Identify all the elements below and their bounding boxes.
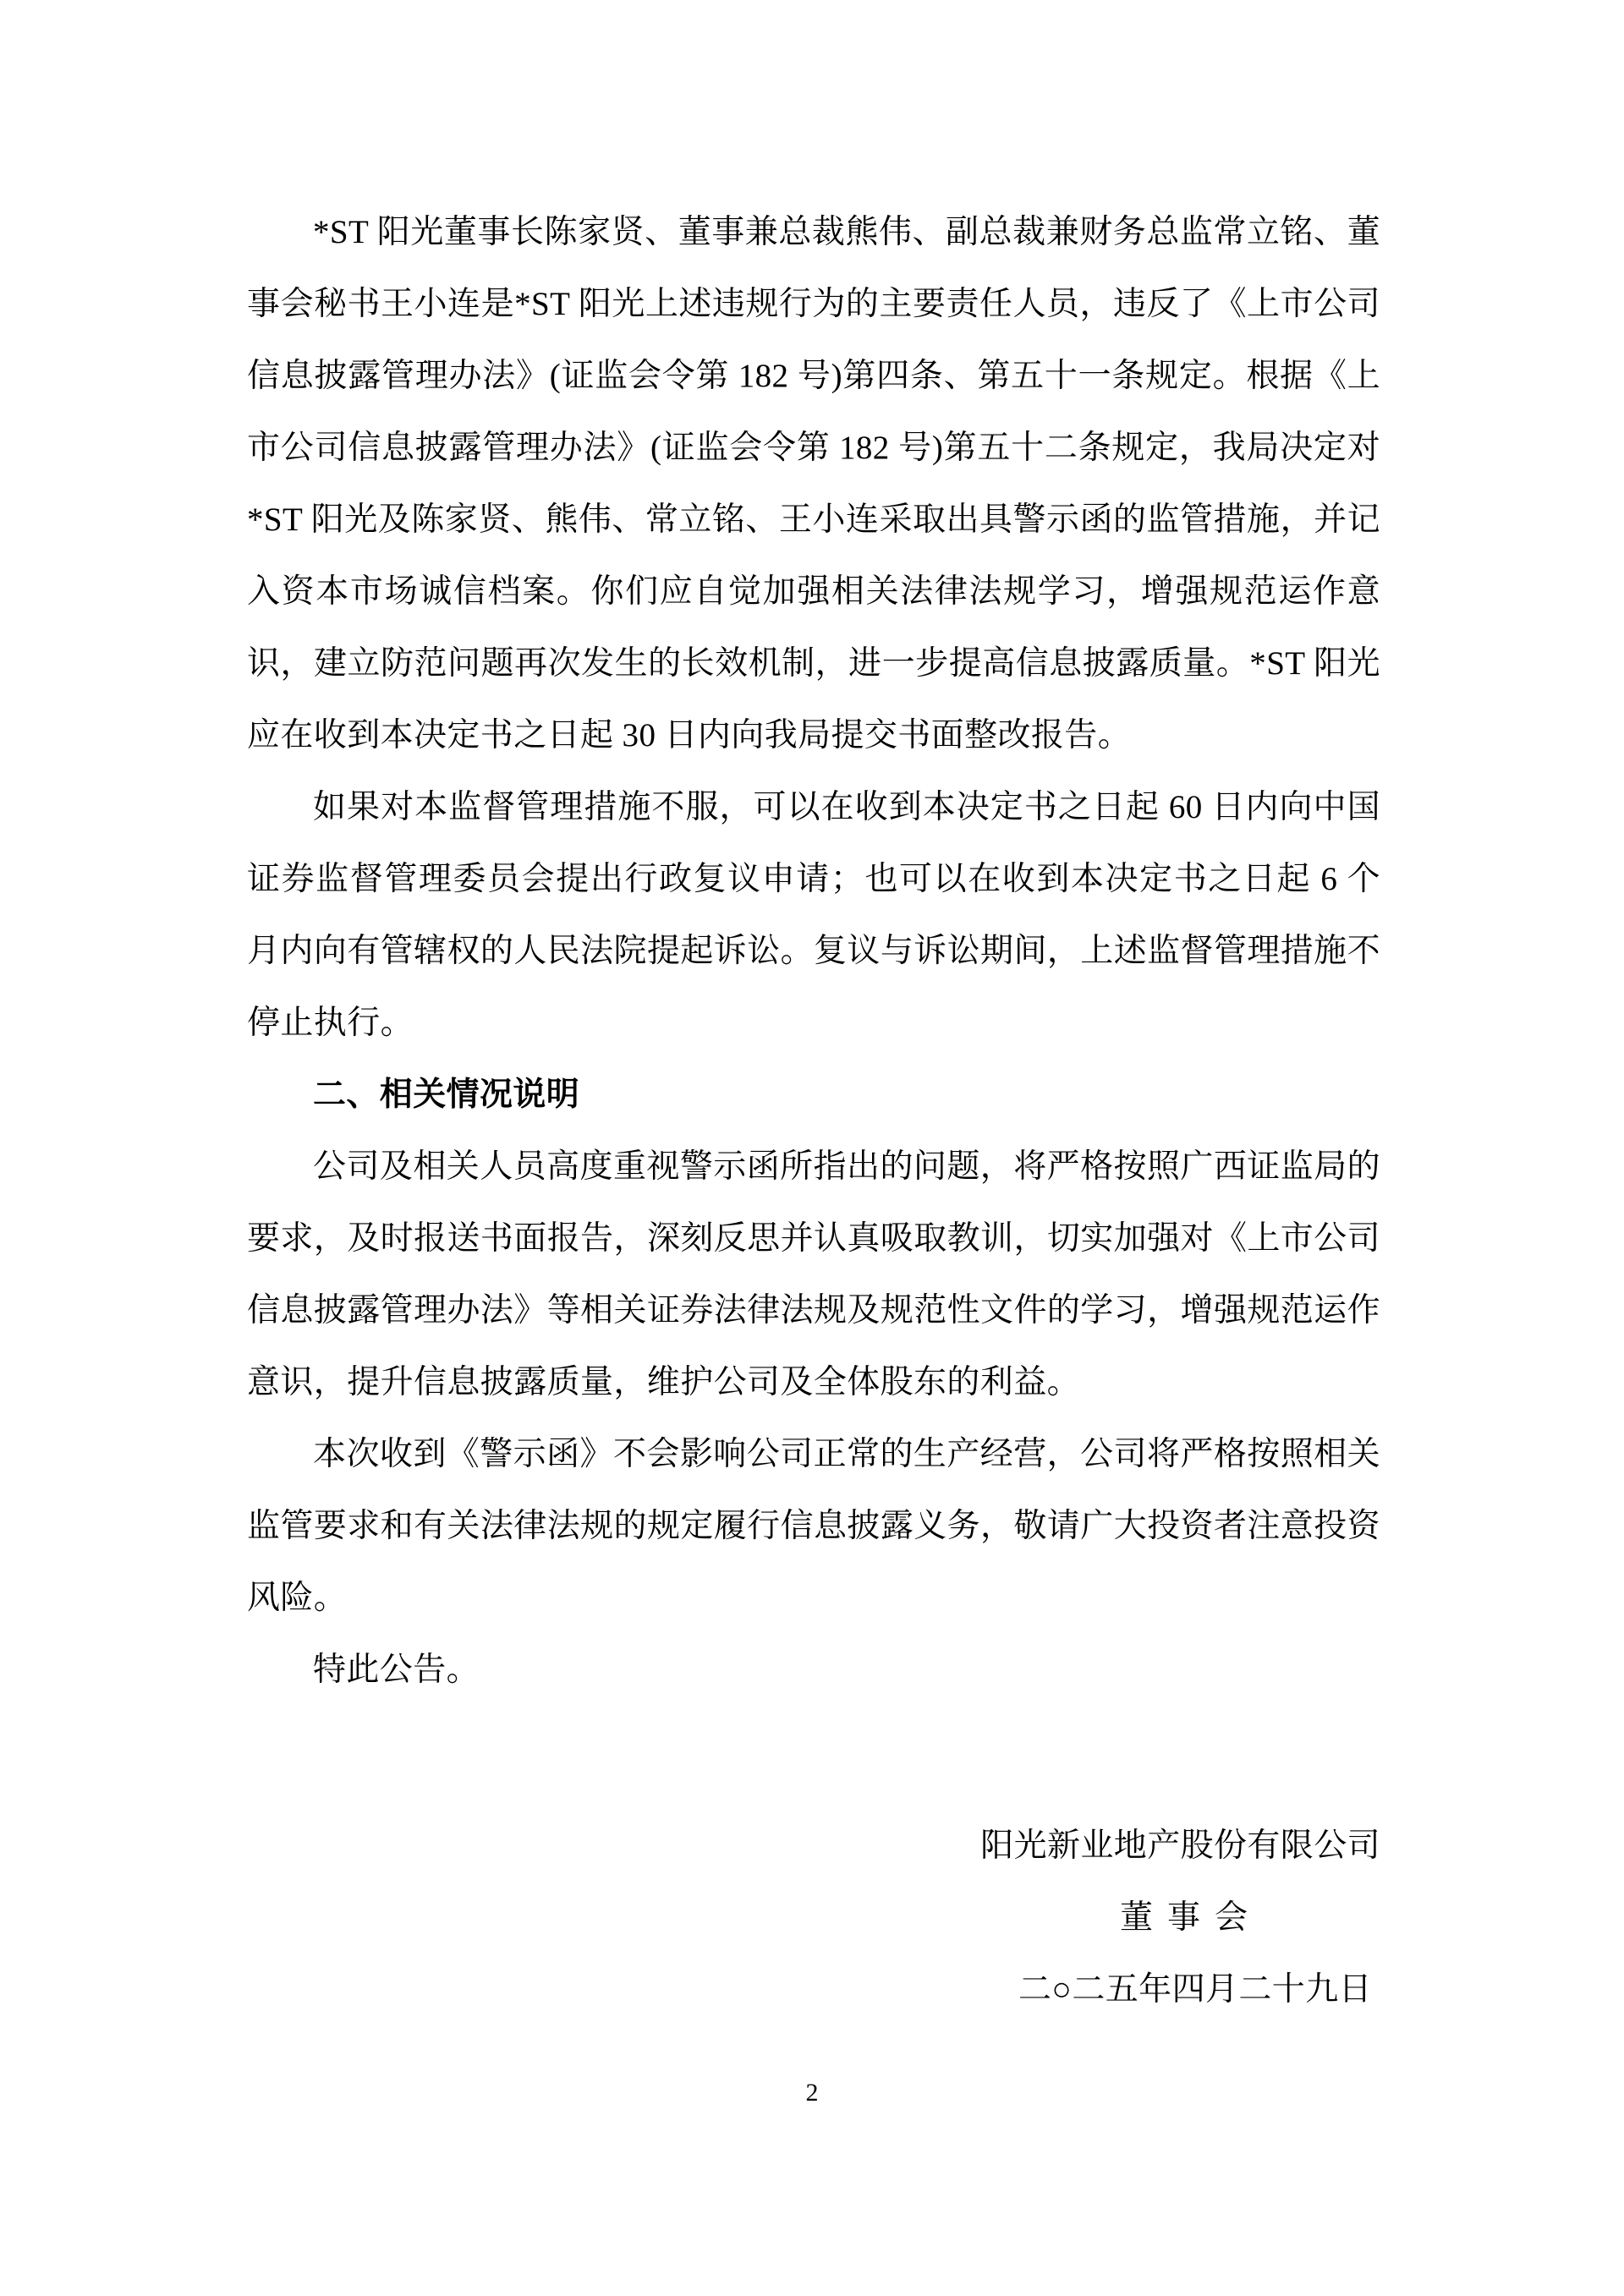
signature-date: 二○二五年四月二十九日: [1018, 1971, 1372, 2008]
paragraph-appeal-rights: 如果对本监督管理措施不服，可以在收到本决定书之日起 60 日内向中国证券监督管理委员会提出行政复议申请；也可以在收到本决定书之日起 6 个月内向有管辖权的人民法院提起诉讼。复议与诉讼期间，上述监督管理措施不停止执行。: [247, 789, 1380, 1041]
paragraph-announcement-closing: 特此公告。: [313, 1652, 480, 1688]
signature-board-of-directors: 董事会: [1119, 1899, 1262, 1936]
signature-block: [247, 1810, 1380, 2025]
signature-company-name: 阳光新业地产股份有限公司: [980, 1827, 1380, 1864]
paragraph-company-response: 公司及相关人员高度重视警示函所指出的问题，将严格按照广西证监局的要求，及时报送书面报告，深刻反思并认真吸取教训，切实加强对《上市公司信息披露管理办法》等相关证券法律法规及规范性文件的学习，增强规范运作意识，提升信息披露质量，维护公司及全体股东的利益。: [247, 1148, 1380, 1400]
section-heading-related-situation: 二、相关情况说明: [313, 1077, 580, 1113]
document-body: [247, 196, 1380, 1706]
paragraph-no-impact: 本次收到《警示函》不会影响公司正常的生产经营，公司将严格按照相关监管要求和有关法律法规的规定履行信息披露义务，敬请广大投资者注意投资风险。: [247, 1436, 1380, 1616]
paragraph-responsible-persons: *ST 阳光董事长陈家贤、董事兼总裁熊伟、副总裁兼财务总监常立铭、董事会秘书王小连是*ST 阳光上述违规行为的主要责任人员，违反了《上市公司信息披露管理办法》(证监会令第 182 号)第四条、第五十一条规定。根据《上市公司信息披露管理办法》(证监会令第 182 号)第五十二条规定，我局决定对*ST 阳光及陈家贤、熊伟、常立铭、王小连采取出具警示函的监管措施，并记入资本市场诚信档案。你们应自觉加强相关法律法规学习，增强规范运作意识，建立防范问题再次发生的长效机制，进一步提高信息披露质量。*ST 阳光应在收到本决定书之日起 30 日内向我局提交书面整改报告。: [247, 214, 1380, 753]
page-number: 2: [805, 2079, 819, 2107]
